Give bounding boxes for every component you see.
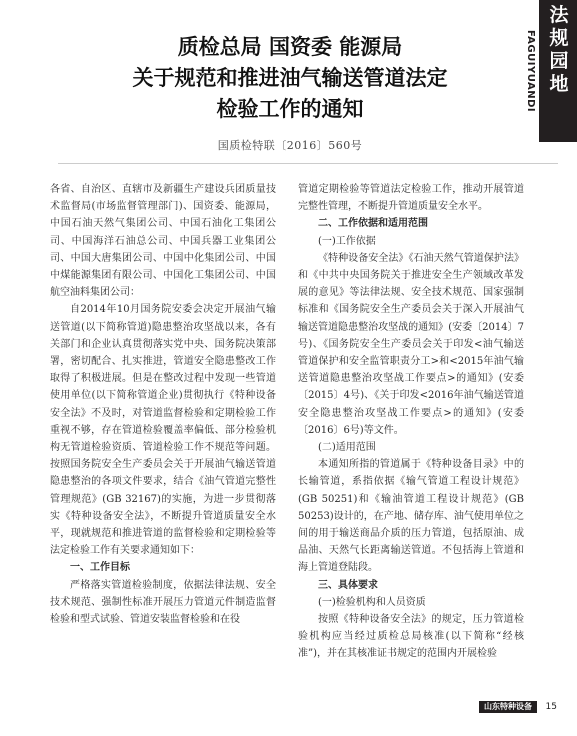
journal-name: 山东特种设备	[479, 701, 537, 713]
article-title	[90, 32, 490, 125]
title-line: 关于规范和推进油气输送管道法定	[132, 66, 448, 90]
body-paragraph: 本通知所指的管道属于《特种设备目录》中的长输管道，系指依据《输气管道工程设计规范》(GB 50251)和《输油管道工程设计规范》(GB 50253)设计的，在产地、储存库、油气使用单位之间的用于输送商品介质的压力管道，包括原油、成品油、天然气长距离输送管道。不包括海上管道和海上管道登陆段。	[298, 459, 524, 574]
subsection-heading: (一)工作依据	[318, 235, 376, 247]
document-number: 国质检特联〔2016〕560号	[217, 139, 363, 152]
page-number: 15	[545, 702, 557, 712]
section-heading: 一、工作目标	[70, 562, 130, 574]
left-column	[50, 181, 276, 628]
body-paragraph: 自2014年10月国务院安委会决定开展油气输送管道(以下简称管道)隐患整治攻坚战以来，各有关部门和企业认真贯彻落实党中央、国务院决策部署，密切配合、扎实推进，管道安全隐患整改工作取得了积极进展。但是在整改过程中发现一些管道使用单位(以下简称管道企业)贯彻执行《特种设备安全法》不及时，对管道监督检验和定期检验工作重视不够，存在管道检验覆盖率偏低、部分检验机构无管道检验资质、管道检验工作不规范等问题。按照国务院安全生产委员会关于开展油气输送管道隐患整治的各项文件要求，结合《油气管道完整性管理规范》(GB 32167)的实施，为进一步贯彻落实《特种设备安全法》，不断提升管道质量安全水平，现就规范和推进管道的监督检验和定期检验等法定检验工作有关要求通知如下：	[50, 304, 276, 557]
title-line: 质检总局 国资委 能源局	[177, 35, 403, 59]
section-heading: 二、工作依据和适用范围	[318, 218, 428, 230]
section-tab	[539, 0, 577, 142]
body-paragraph: 严格落实管道检验制度，依据法律法规、安全技术规范、强制性标准开展压力管道元件制造监督检验和型式试验、管道安装监督检验和在役	[50, 579, 276, 626]
subsection-heading: (二)适用范围	[318, 442, 376, 454]
divider	[58, 163, 558, 164]
subsection-heading: (一)检验机构和人员资质	[318, 596, 426, 608]
section-heading: 三、具体要求	[318, 579, 378, 591]
body-paragraph: 按照《特种设备安全法》的规定，压力管道检验机构应当经过质检总局核准(以下简称“经核准”)，并在其核准证书规定的范围内开展检验	[298, 614, 524, 660]
body-paragraph: 《特种设备安全法》《石油天然气管道保护法》和《中共中央国务院关于推进安全生产领域改革发展的意见》等法律法规、安全技术规范、国家强制标准和《国务院安全生产委员会关于深入开展油气输送管道隐患整治攻坚战的通知》(安委〔2014〕7号)、《国务院安全生产委员会关于印发<油气输送管道保护和安全监管职责分工>和<2015年油气输送管道隐患整治攻坚战工作要点>的通知》(安委〔2015〕4号)、《关于印发<2016年油气输送管道安全隐患整治攻坚战工作要点>的通知》(安委〔2016〕6号)等文件。	[298, 252, 524, 436]
section-tab-english: FAGUIYUANDI	[525, 29, 536, 113]
addressee-paragraph: 各省、自治区、直辖市及新疆生产建设兵团质量技术监督局(市场监督管理部门)、国资委、能源局，中国石油天然气集团公司、中国石油化工集团公司、中国海洋石油总公司、中国兵器工业集团公司、中国大唐集团公司、中国中化集团公司、中国中煤能源集团有限公司、中国化工集团公司、中国航空油料集团公司：	[50, 184, 276, 299]
section-tab-label: 法规园地	[549, 4, 569, 95]
title-line: 检验工作的通知	[216, 97, 364, 121]
body-paragraph: 管道定期检验等管道法定检验工作，推动开展管道完整性管理，不断提升管道质量安全水平。	[298, 184, 524, 213]
right-column	[298, 181, 524, 663]
